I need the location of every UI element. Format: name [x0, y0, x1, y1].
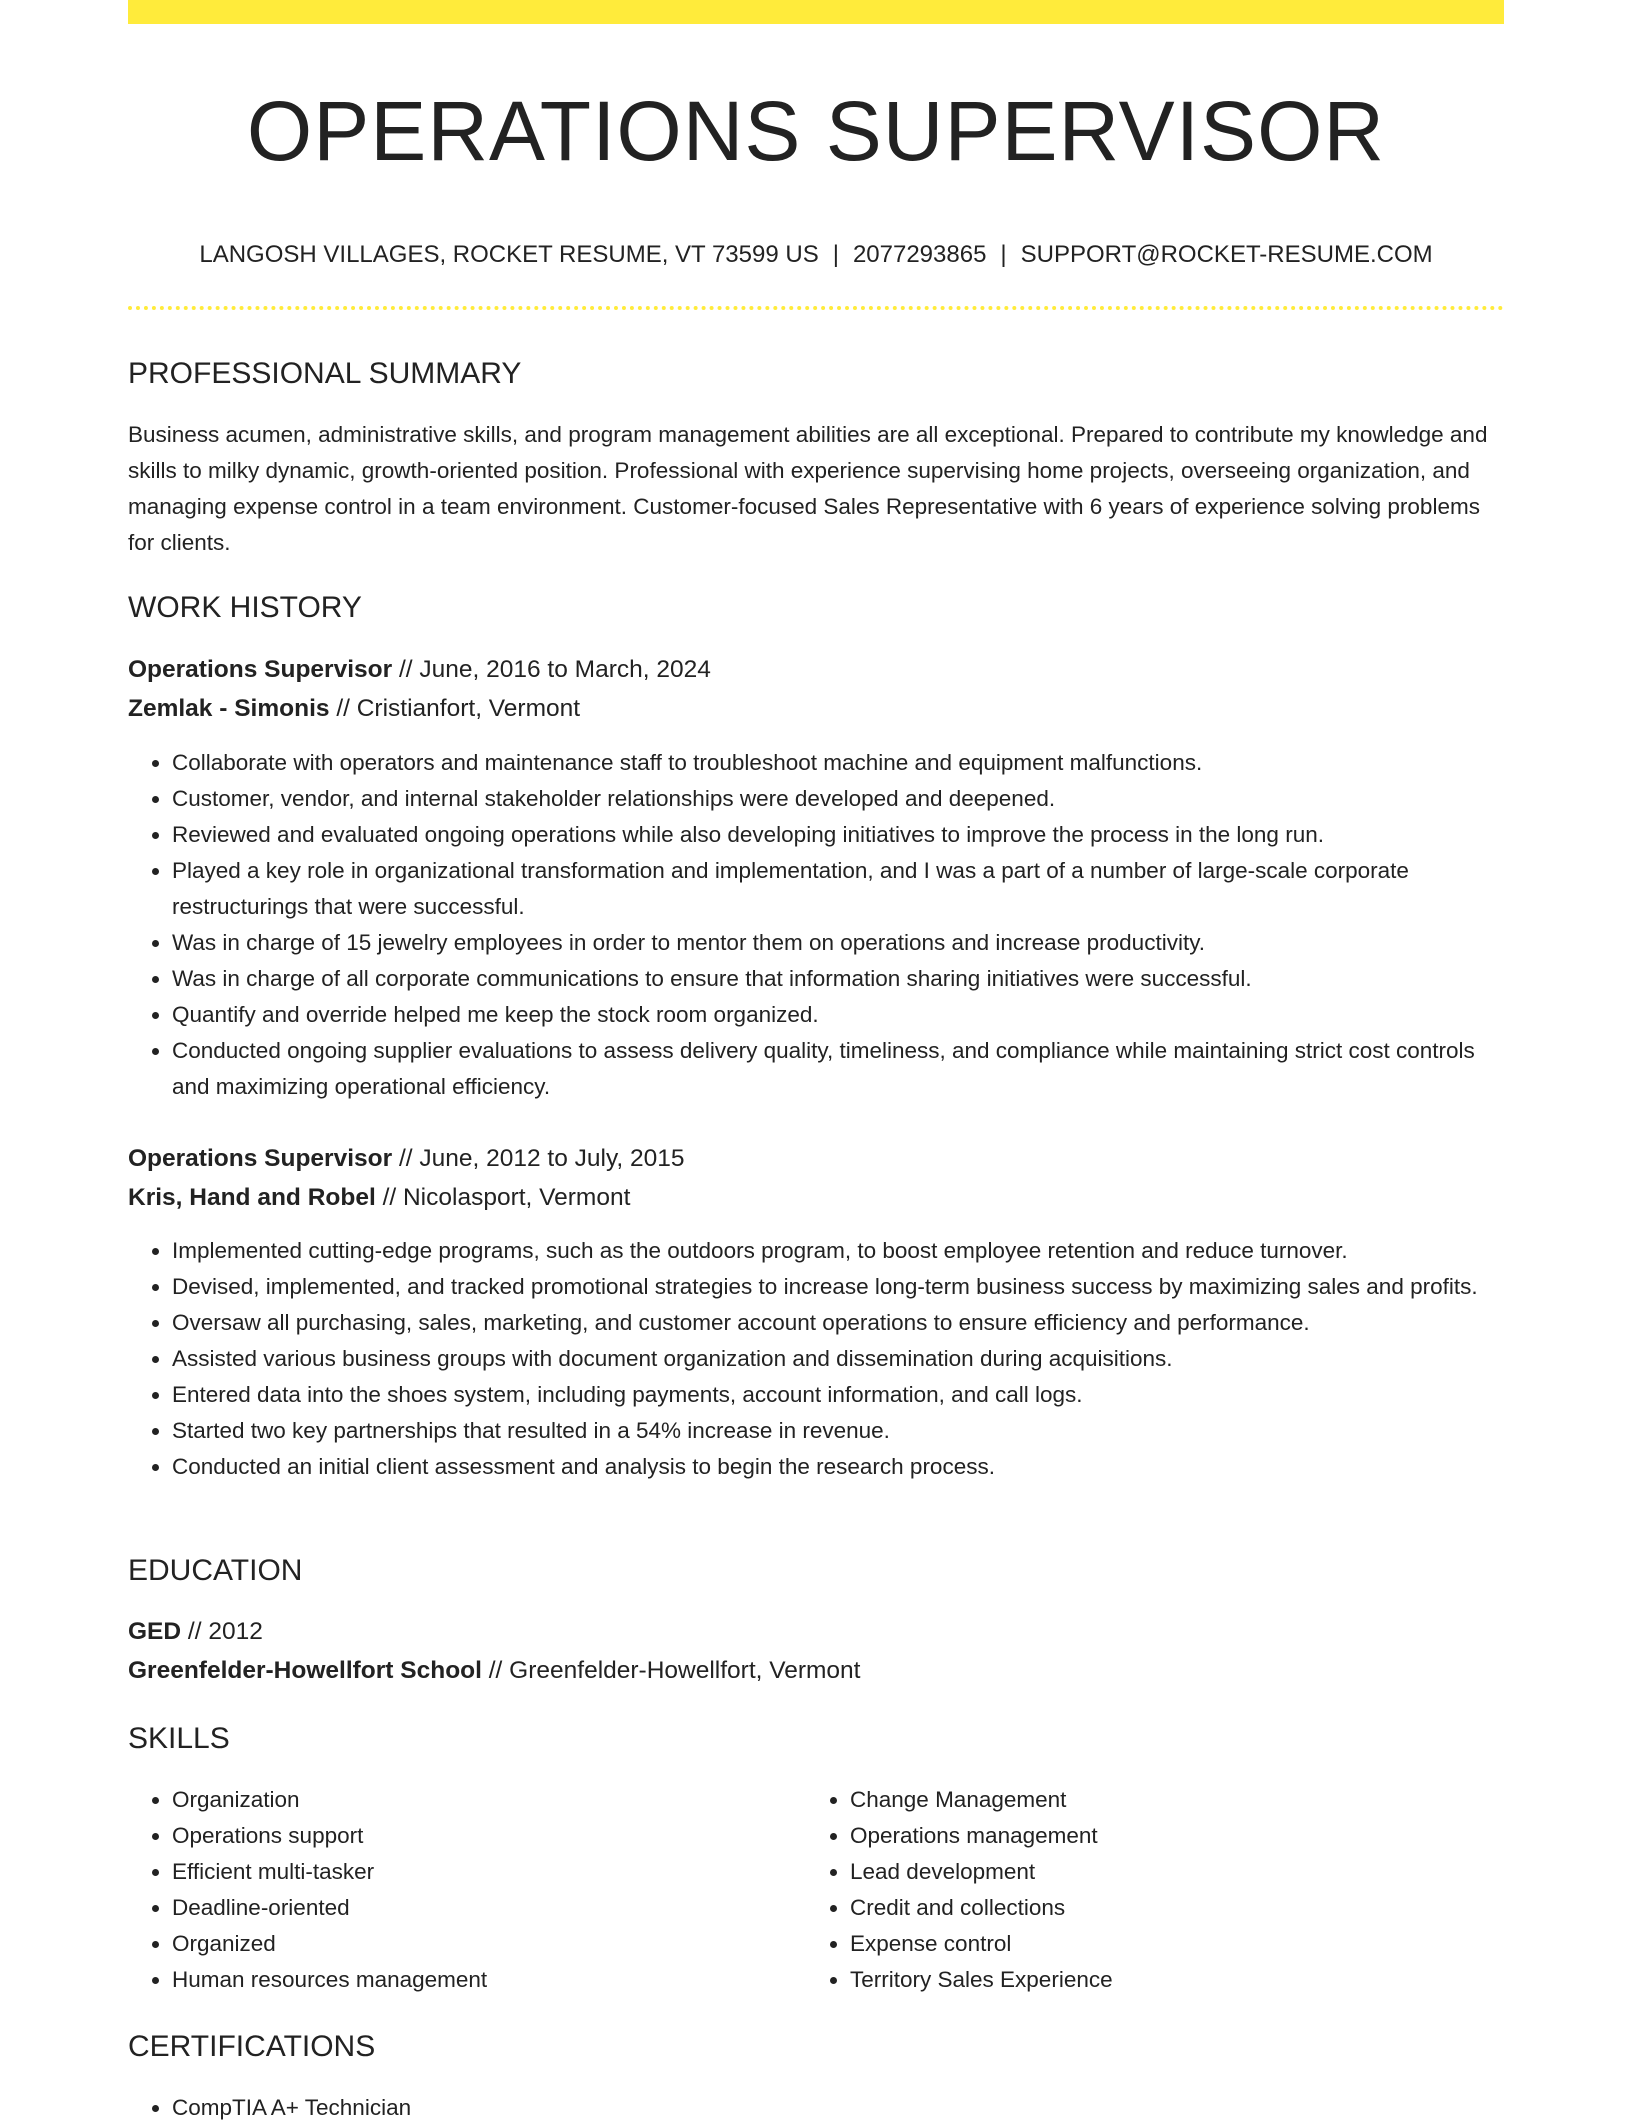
list-item: • Entered data into the shoes system, including payments, account information, and call logs. — [172, 1377, 1508, 1413]
list-item: • Was in charge of 15 jewelry employees in order to mentor them on operations and increase productivity. — [172, 925, 1508, 961]
skill-item: • Expense control — [850, 1926, 1486, 1962]
list-item: • Was in charge of all corporate communications to ensure that information sharing initiatives were successful. — [172, 961, 1508, 997]
skills-heading: SKILLS — [128, 1722, 230, 1755]
work-history-heading: WORK HISTORY — [128, 591, 362, 624]
summary-text: Business acumen, administrative skills, and program management abilities are all exceptional. Prepared to contribute my knowledge and skills to milky dynamic, growth-oriented position. Professional with experience supervising home projects, overseeing organization, and managing expense control in a team environment. Customer-focused Sales Representative with 6 years of experience solving problems for clients. — [128, 422, 1488, 555]
top-accent-bar — [128, 0, 1504, 24]
education-school: Greenfelder-Howellfort School — [128, 1657, 482, 1684]
job-location: // Cristianfort, Vermont — [329, 695, 581, 722]
contact-address: LANGOSH VILLAGES, ROCKET RESUME, VT 73599 US — [199, 241, 819, 268]
skills-list-left — [128, 1782, 808, 1998]
job-dates: // June, 2016 to March, 2024 — [392, 656, 711, 683]
list-item: • Collaborate with operators and maintenance staff to troubleshoot machine and equipment malfunctions. — [172, 745, 1508, 781]
job-bullets — [128, 1233, 1508, 1485]
contact-phone: 2077293865 — [852, 241, 987, 268]
job-company-line — [128, 691, 580, 727]
skill-item: • Credit and collections — [850, 1890, 1486, 1926]
job-dates: // June, 2012 to July, 2015 — [392, 1145, 685, 1172]
job-title: Operations Supervisor — [128, 1145, 393, 1172]
contact-separator: | — [832, 241, 839, 268]
contact-separator: | — [1000, 241, 1007, 268]
list-item: • Oversaw all purchasing, sales, marketing, and customer account operations to ensure efficiency and performance. — [172, 1305, 1508, 1341]
skill-item: • Organization — [172, 1782, 808, 1818]
job-company: Kris, Hand and Robel — [128, 1184, 376, 1211]
list-item: • Played a key role in organizational transformation and implementation, and I was a part of a number of large-scale corporate restructurings that were successful. — [172, 853, 1508, 925]
list-item: • Assisted various business groups with document organization and dissemination during acquisitions. — [172, 1341, 1508, 1377]
contact-email: SUPPORT@ROCKET-RESUME.COM — [1020, 241, 1433, 268]
skills-list-right — [806, 1782, 1486, 1998]
contact-line — [128, 237, 1504, 273]
skill-item: • Operations management — [850, 1818, 1486, 1854]
certifications-list — [128, 2090, 1508, 2126]
skill-item: • Human resources management — [172, 1962, 808, 1998]
dotted-divider — [128, 306, 1504, 310]
education-degree-line — [128, 1614, 263, 1650]
education-school-line — [128, 1653, 860, 1689]
job-title-line — [128, 1141, 685, 1177]
skill-item: • Lead development — [850, 1854, 1486, 1890]
job-company-line — [128, 1180, 630, 1216]
skill-item: • Change Management — [850, 1782, 1486, 1818]
list-item: • Conducted an initial client assessment and analysis to begin the research process. — [172, 1449, 1508, 1485]
list-item: • Conducted ongoing supplier evaluations to assess delivery quality, timeliness, and compliance while maintaining strict cost controls and maximizing operational efficiency. — [172, 1033, 1508, 1105]
education-location: // Greenfelder-Howellfort, Vermont — [481, 1657, 861, 1684]
job-bullets — [128, 745, 1508, 1105]
job-title-line — [128, 652, 711, 688]
resume-title: OPERATIONS SUPERVISOR — [246, 84, 1386, 178]
job-title: Operations Supervisor — [128, 656, 393, 683]
certification-item: • CompTIA A+ Technician — [172, 2090, 1508, 2126]
education-year: // 2012 — [181, 1618, 263, 1645]
skill-item: • Efficient multi-tasker — [172, 1854, 808, 1890]
list-item: • Customer, vendor, and internal stakeholder relationships were developed and deepened. — [172, 781, 1508, 817]
list-item: • Devised, implemented, and tracked promotional strategies to increase long-term business success by maximizing sales and profits. — [172, 1269, 1508, 1305]
list-item: • Quantify and override helped me keep the stock room organized. — [172, 997, 1508, 1033]
summary-heading: PROFESSIONAL SUMMARY — [128, 357, 522, 390]
list-item: • Implemented cutting-edge programs, such as the outdoors program, to boost employee retention and reduce turnover. — [172, 1233, 1508, 1269]
list-item: • Started two key partnerships that resulted in a 54% increase in revenue. — [172, 1413, 1508, 1449]
skill-item: • Territory Sales Experience — [850, 1962, 1486, 1998]
skill-item: • Organized — [172, 1926, 808, 1962]
skill-item: • Deadline-oriented — [172, 1890, 808, 1926]
education-degree: GED — [128, 1618, 182, 1645]
skill-item: • Operations support — [172, 1818, 808, 1854]
certifications-heading: CERTIFICATIONS — [128, 2030, 376, 2063]
education-heading: EDUCATION — [128, 1554, 303, 1587]
list-item: • Reviewed and evaluated ongoing operations while also developing initiatives to improve the process in the long run. — [172, 817, 1508, 853]
job-company: Zemlak - Simonis — [128, 695, 330, 722]
job-location: // Nicolasport, Vermont — [375, 1184, 631, 1211]
